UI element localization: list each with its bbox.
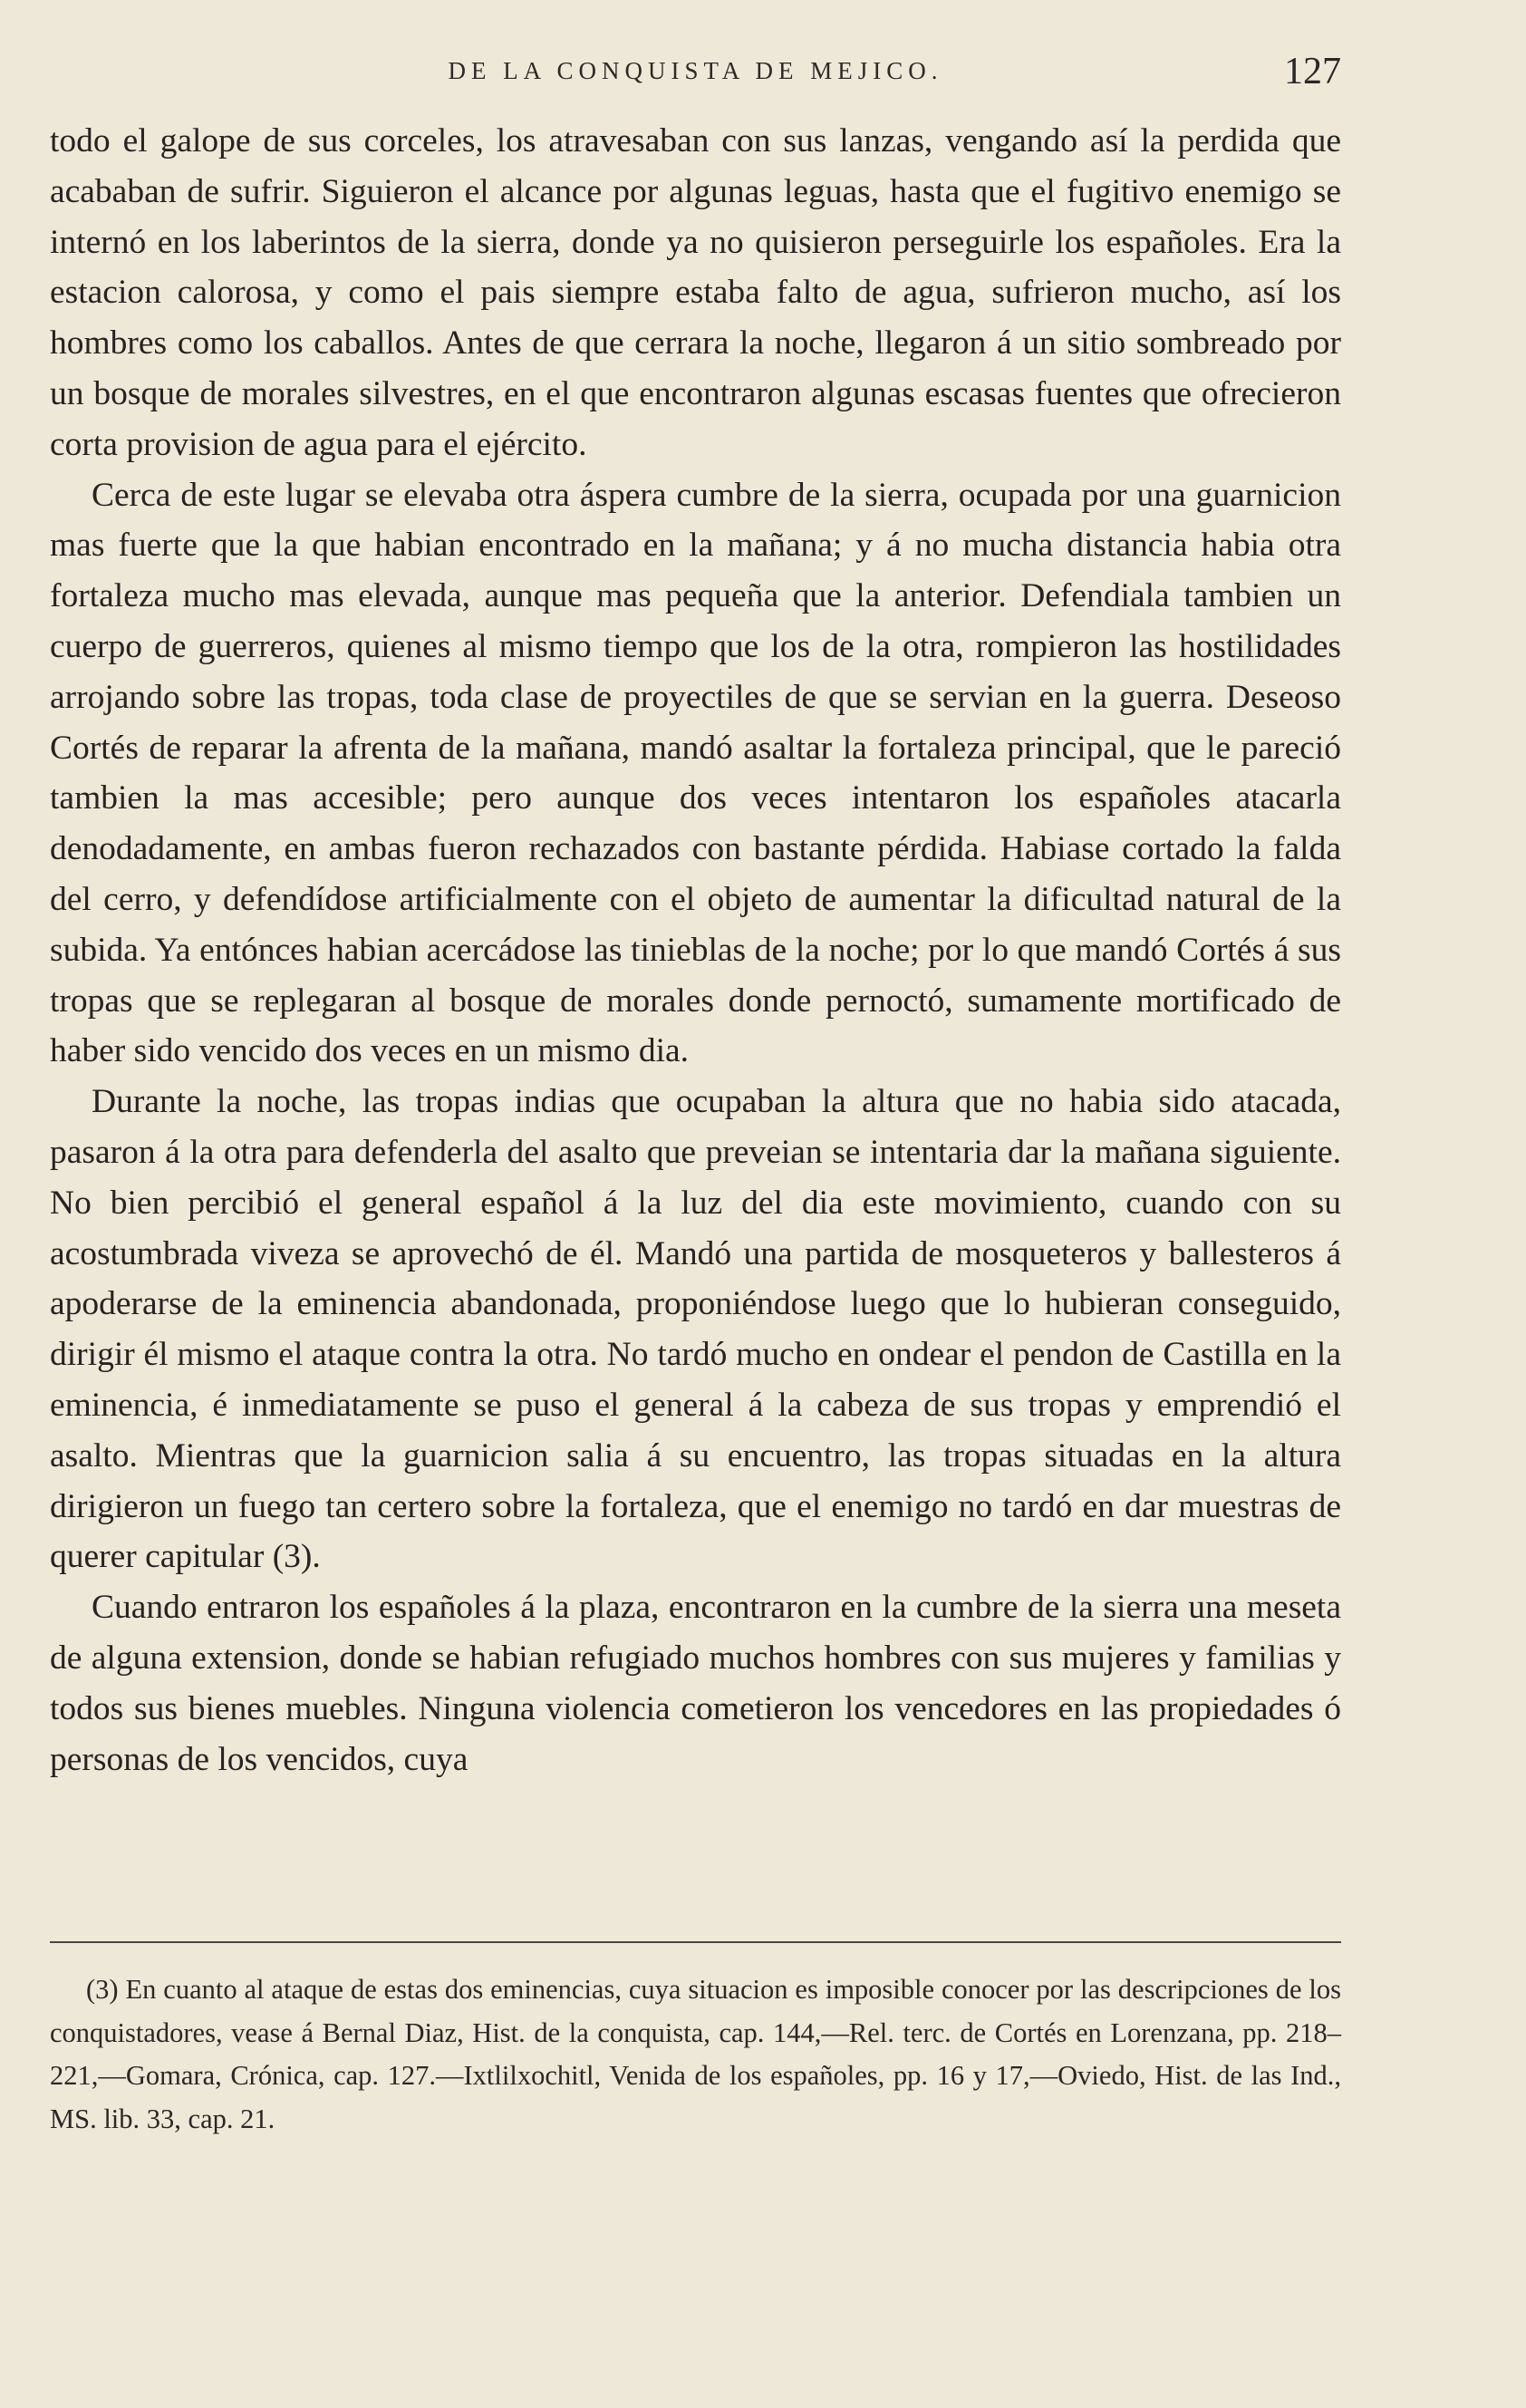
paragraph-2: Cerca de este lugar se elevaba otra áspera cumbre de la sierra, ocupada por una guarnicion mas fuerte que la que habian encontrado en la mañana; y á no mucha distancia habia otra fortaleza mucho mas elevada, aunque mas pequeña que la anterior. Defendiala tambien un cuerpo de guerreros, quienes al mismo tiempo que los de la otra, rompieron las hostilidades arrojando sobre las tropas, toda clase de proyectiles de que se servian en la guerra. Deseoso Cortés de reparar la afrenta de la mañana, mandó asaltar la fortaleza principal, que le pareció tambien la mas accesible; pero aunque dos veces intentaron los españoles atacarla denodadamente, en ambas fueron rechazados con bastante pérdida. Habiase cortado la falda del cerro, y defendídose artificialmente con el objeto de aumentar la dificultad natural de la subida. Ya entónces habian acercádose las tinieblas de la noche; por lo que mandó Cortés á sus tropas que se replegaran al bosque de morales donde pernoctó, sumamente mortificado de haber sido vencido dos veces en un mismo dia.	[50, 476, 1341, 1070]
footnote	[50, 1968, 1341, 2141]
paragraph-4: Cuando entraron los españoles á la plaza, encontraron en la cumbre de la sierra una meseta de alguna extension, donde se habian refugiado muchos hombres con sus mujeres y familias y todos sus bienes muebles. Ninguna violencia cometieron los vencedores en las propiedades ó personas de los vencidos, cuya	[50, 1589, 1341, 1778]
paragraph-1: todo el galope de sus corceles, los atravesaban con sus lanzas, vengando así la perdida que acababan de sufrir. Siguieron el alcance por algunas leguas, hasta que el fugitivo enemigo se internó en los laberintos de la sierra, donde ya no quisieron perseguirle los españoles. Era la estacion calorosa, y como el pais siempre estaba falto de agua, sufrieron mucho, así los hombres como los caballos. Antes de que cerrara la noche, llegaron á un sitio sombreado por un bosque de morales silvestres, en el que encontraron algunas escasas fuentes que ofrecieron corta provision de agua para el ejército.	[50, 122, 1341, 463]
running-head	[50, 50, 1341, 95]
running-title: DE LA CONQUISTA DE MEJICO.	[448, 57, 943, 84]
body-text	[50, 116, 1341, 1906]
footnote-rule	[50, 1941, 1341, 1943]
paragraph-3: Durante la noche, las tropas indias que ocupaban la altura que no habia sido atacada, pasaron á la otra para defenderla del asalto que preveian se intentaria dar la mañana siguiente. No bien percibió el general español á la luz del dia este movimiento, cuando con su acostumbrada viveza se aprovechó de él. Mandó una partida de mosqueteros y ballesteros á apoderarse de la eminencia abandonada, proponiéndose luego que lo hubieran conseguido, dirigir él mismo el ataque contra la otra. No tardó mucho en ondear el pendon de Castilla en la eminencia, é inmediatamente se puso el general á la cabeza de sus tropas y emprendió el asalto. Mientras que la guarnicion salia á su encuentro, las tropas situadas en la altura dirigieron un fuego tan certero sobre la fortaleza, que el enemigo no tardó en dar muestras de querer capitular (3).	[50, 1083, 1341, 1576]
footnote-text: (3) En cuanto al ataque de estas dos eminencias, cuya situacion es imposible conocer por las descripciones de los conquistadores, vease á Bernal Diaz, Hist. de la conquista, cap. 144,—Rel. terc. de Cortés en Lorenzana, pp. 218–221,—Gomara, Crónica, cap. 127.—Ixtlilxochitl, Venida de los españoles, pp. 16 y 17,—Oviedo, Hist. de las Ind., MS. lib. 33, cap. 21.	[50, 1974, 1341, 2134]
page-number: 127	[1284, 51, 1341, 92]
